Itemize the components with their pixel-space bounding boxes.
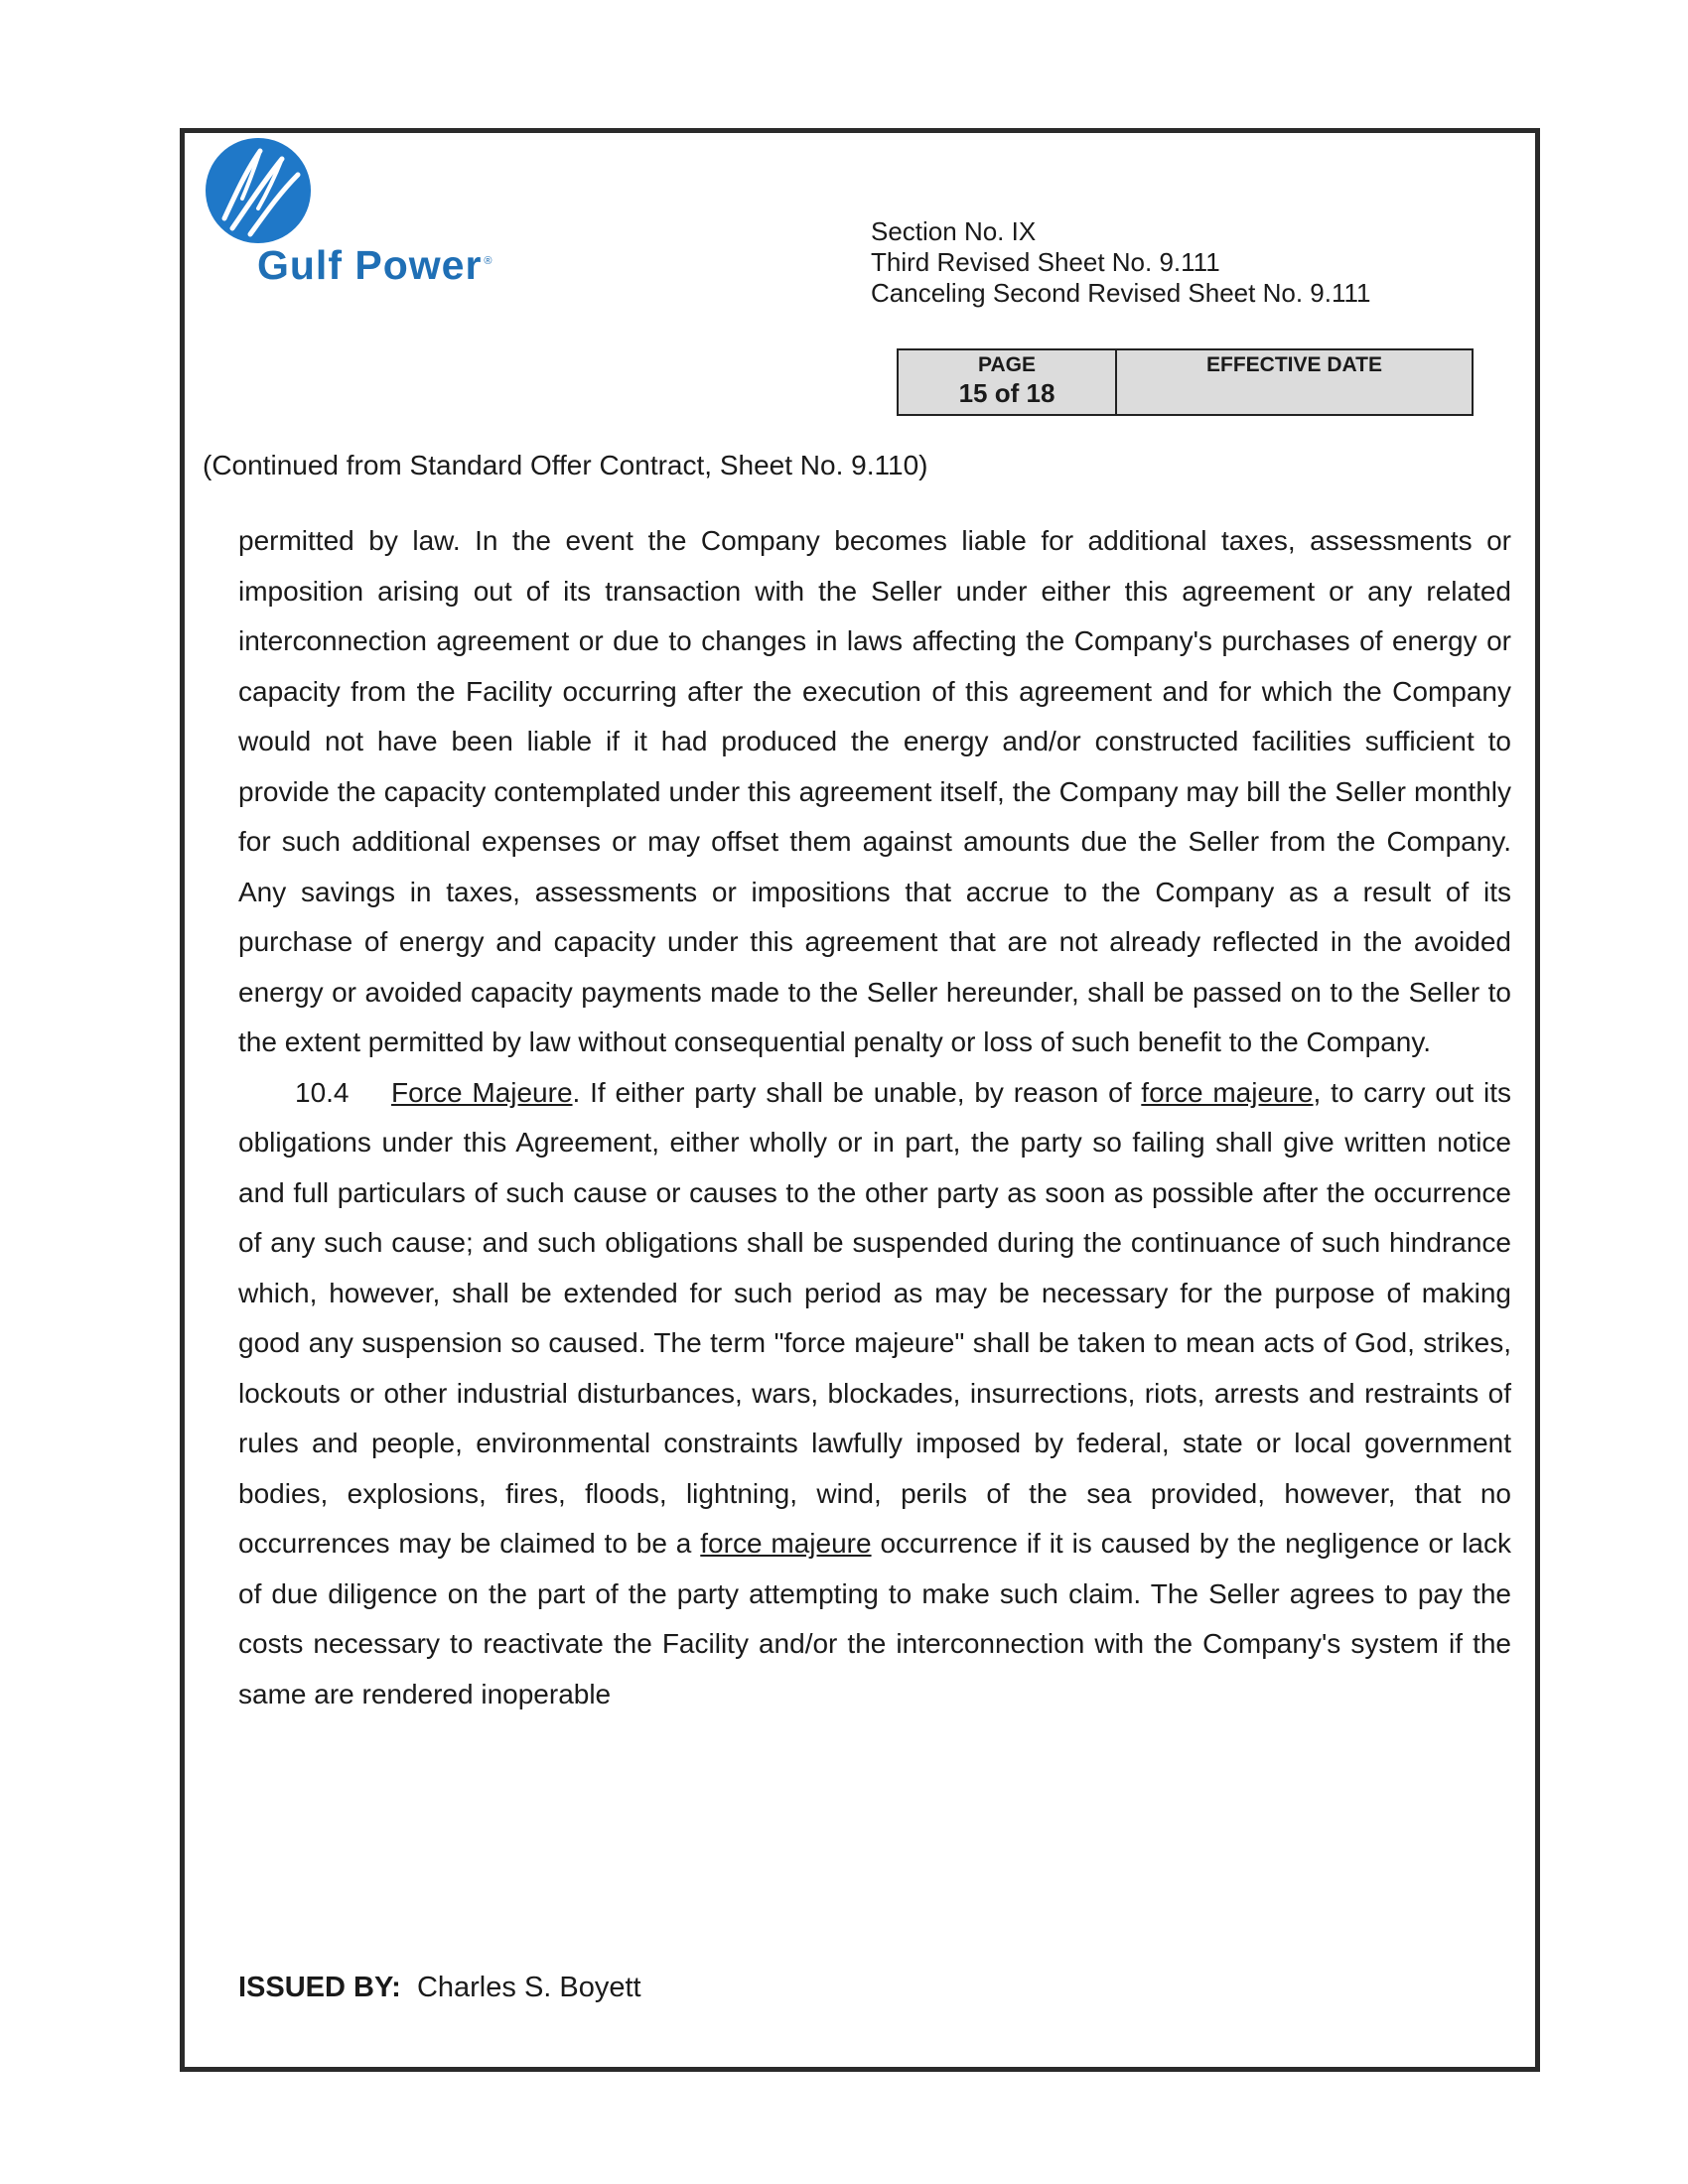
issued-by-label: ISSUED BY: [238, 1972, 401, 2003]
page-label: PAGE [978, 353, 1036, 376]
canceling-sheet: Canceling Second Revised Sheet No. 9.111 [871, 278, 1371, 308]
sheet-number: Third Revised Sheet No. 9.111 [871, 247, 1220, 277]
section-heading: Force Majeure [391, 1076, 573, 1108]
page-effective-box [897, 348, 1474, 416]
paragraph-text: . If either party shall be unable, by reason of [572, 1076, 1142, 1108]
page-cell [899, 350, 1117, 414]
gulf-power-logo-icon [203, 133, 317, 247]
defined-term: force majeure [1141, 1076, 1314, 1108]
effective-date-cell [1117, 350, 1472, 414]
page-number: 15 of 18 [958, 378, 1055, 408]
paragraph-text: occurrence if it is caused by the negligence or lack of due diligence on the part of the party attempting to make such claim. The Seller agrees to pay the costs necessary to reactivate the Facility and/or the interconnection with the Company's system if the same are rendered inoperable [238, 1528, 1512, 1709]
company-logo [203, 133, 570, 292]
defined-term: force majeure [700, 1528, 872, 1559]
section-number-10-4: 10.4 [295, 1076, 350, 1108]
continued-from-note: (Continued from Standard Offer Contract, Sheet No. 9.110) [203, 450, 928, 480]
paragraph-taxes: permitted by law. In the event the Company becomes liable for additional taxes, assessments or imposition arising out of its transaction with the Seller under either this agreement or any related interconnection agreement or due to changes in laws affecting the Company's purchases of energy or capacity from the Facility occurring after the execution of this agreement and for which the Company would not have been liable if it had produced the energy and/or constructed facilities sufficient to provide the capacity contemplated under this agreement itself, the Company may bill the Seller monthly for such additional expenses or may offset them against amounts due the Seller from the Company. Any savings in taxes, assessments or impositions that accrue to the Company as a result of its purchase of energy and capacity under this agreement that are not already reflected in the avoided energy or avoided capacity payments made to the Seller hereunder, shall be passed on to the Seller to the extent permitted by law without consequential penalty or loss of such benefit to the Company. [238, 525, 1511, 1057]
paragraph-text: , to carry out its obligations under this Agreement, either wholly or in part, the party so failing shall give written notice and full particulars of such cause or causes to the other party as soon as possible after the occurrence of any such cause; and such obligations shall be suspended during the continuance of such hindrance which, however, shall be extended for such period as may be necessary for the purpose of making good any suspension so caused. The term "force majeure" shall be taken to mean acts of God, strikes, lockouts or other industrial disturbances, wars, blockades, insurrections, riots, arrests and restraints of rules and people, environmental constraints lawfully imposed by federal, state or local government bodies, explosions, fires, floods, lightning, wind, perils of the sea provided, however, that no occurrences may be claimed to be a [238, 1076, 1511, 1559]
paragraph-force-majeure [238, 1068, 1511, 1720]
issued-by [238, 1972, 641, 2004]
effective-date-label: EFFECTIVE DATE [1206, 353, 1382, 376]
document-body [238, 516, 1511, 1719]
issuer-name: Charles S. Boyett [416, 1972, 641, 2003]
sheet-info [871, 216, 1370, 309]
brand-wordmark: Gulf Power ® [257, 242, 493, 288]
section-number: Section No. IX [871, 216, 1037, 246]
